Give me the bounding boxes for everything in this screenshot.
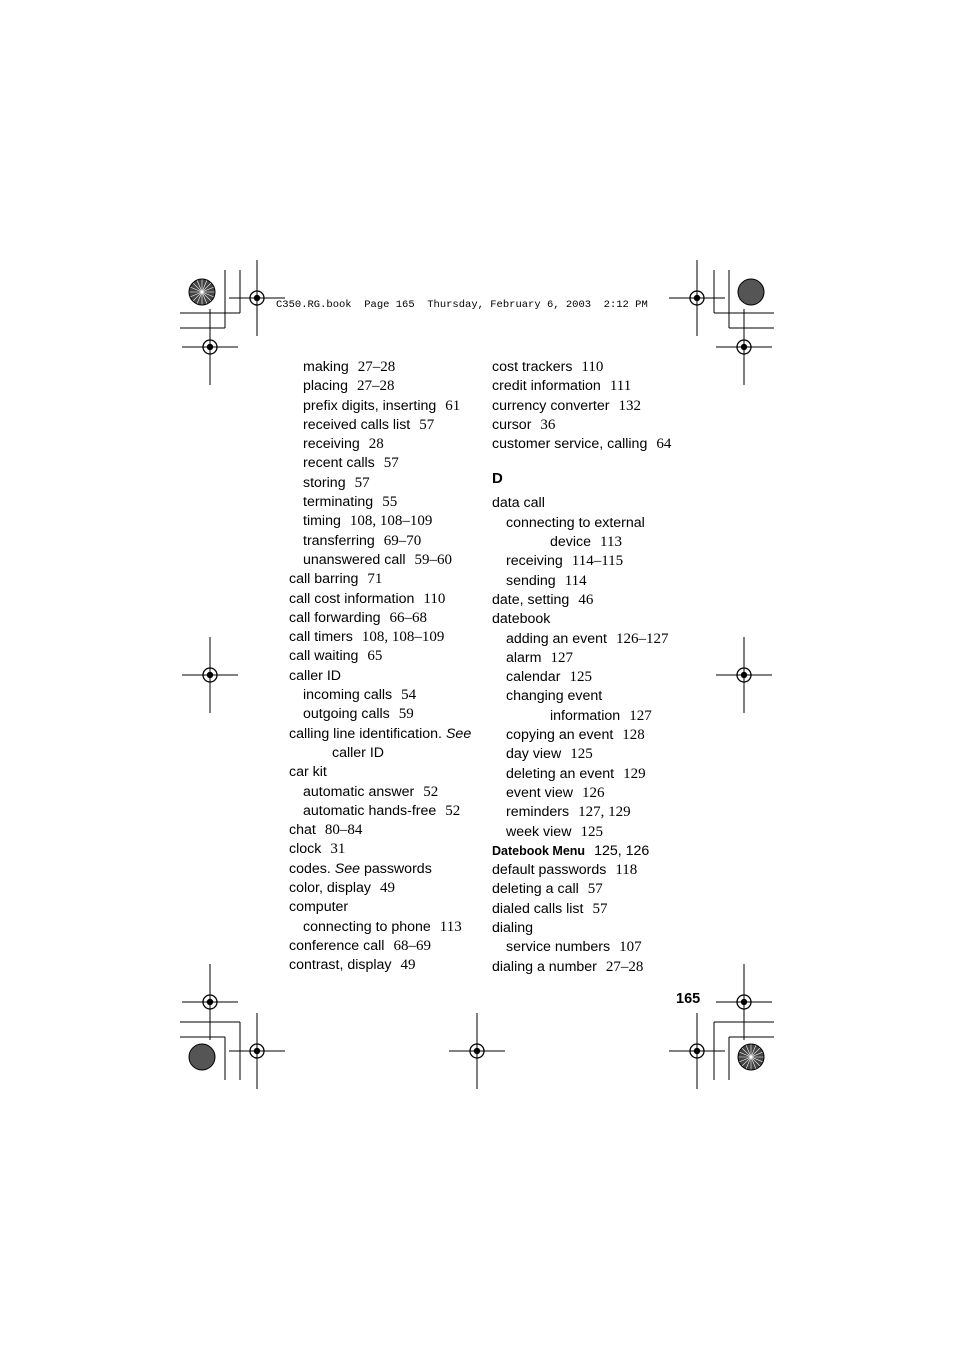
index-entry [289, 551, 479, 570]
page-reference: 125, 126 [594, 842, 650, 859]
index-entry [492, 668, 692, 687]
index-entry [289, 667, 479, 686]
index-term: week view [506, 823, 572, 840]
page-reference: 65 [367, 648, 383, 665]
index-entry [289, 493, 479, 512]
page-reference: 110 [423, 590, 446, 607]
index-term: deleting a call [492, 881, 579, 898]
index-entry [289, 570, 479, 589]
index-entry [492, 919, 692, 938]
index-term: event view [506, 784, 574, 801]
page-reference: 126 [582, 784, 605, 801]
index-term: credit information [492, 378, 601, 395]
index-entry [492, 397, 692, 416]
index-term: customer service, calling [492, 436, 648, 453]
index-letter-heading: D [492, 470, 503, 488]
index-term: Datebook Menu [492, 843, 586, 858]
page-reference: 125 [569, 669, 592, 686]
index-entry [289, 512, 479, 531]
index-term: clock [289, 841, 322, 858]
index-term: datebook [492, 611, 551, 628]
index-entry [289, 879, 479, 898]
see-reference: See [445, 725, 472, 742]
index-entry [289, 802, 479, 821]
index-entry [492, 938, 692, 957]
page-reference: 114–115 [571, 553, 624, 570]
index-entry [492, 726, 692, 745]
index-term: dialing [492, 920, 534, 937]
page-reference: 113 [439, 918, 462, 935]
index-term: service numbers [506, 939, 611, 956]
index-term: received calls list [303, 416, 411, 433]
index-column-left [289, 358, 479, 976]
index-term: call forwarding [289, 609, 381, 626]
page-reference: 125 [580, 823, 603, 840]
index-entry [289, 725, 479, 744]
index-term: device [550, 534, 592, 551]
index-term: automatic answer [303, 783, 415, 800]
index-term: chat [289, 822, 316, 839]
page-reference: 114 [564, 572, 587, 589]
page-reference: 57 [587, 881, 603, 898]
index-term: alarm [506, 649, 542, 666]
index-entry [289, 454, 479, 473]
index-term: calling line identification. [289, 725, 443, 742]
index-term: dialed calls list [492, 900, 584, 917]
see-target: passwords [363, 860, 432, 877]
index-entry [492, 687, 692, 706]
index-entry [289, 937, 479, 956]
index-term: call barring [289, 571, 359, 588]
index-term: receiving [303, 436, 360, 453]
index-term: caller ID [332, 744, 385, 761]
page-reference: 31 [330, 841, 346, 858]
page-reference: 125 [570, 746, 593, 763]
index-term: date, setting [492, 591, 570, 608]
index-term: receiving [506, 553, 563, 570]
index-term: information [550, 707, 621, 724]
index-entry [492, 377, 692, 396]
index-entry [492, 358, 692, 377]
index-entry [289, 763, 479, 782]
index-term: connecting to external [506, 514, 645, 531]
page-reference: 127 [550, 649, 573, 666]
index-term: contrast, display [289, 957, 392, 974]
index-entry [289, 860, 479, 879]
index-entry [492, 784, 692, 803]
index-entry [289, 898, 479, 917]
index-term: currency converter [492, 397, 610, 414]
index-entry [289, 628, 479, 647]
index-entry [289, 532, 479, 551]
index-entry [289, 590, 479, 609]
page-reference: 57 [383, 455, 399, 472]
index-column-right [492, 358, 692, 977]
index-entry [289, 416, 479, 435]
index-entry [289, 918, 479, 937]
index-term: sending [506, 572, 556, 589]
page-reference: 59 [398, 706, 414, 723]
index-term: adding an event [506, 630, 607, 647]
page-reference: 52 [423, 783, 439, 800]
index-term: terminating [303, 494, 374, 511]
index-entry [492, 533, 692, 552]
index-entry [492, 494, 692, 513]
index-entry [289, 647, 479, 666]
index-term: placing [303, 378, 348, 395]
index-term: day view [506, 746, 562, 763]
page-reference: 126–127 [615, 630, 669, 647]
page-reference: 57 [419, 416, 435, 433]
index-entry [492, 552, 692, 571]
index-entry [289, 377, 479, 396]
index-entry [492, 803, 692, 822]
index-term: outgoing calls [303, 706, 390, 723]
page-reference: 61 [445, 397, 461, 414]
page-reference: 80–84 [324, 822, 363, 839]
index-term: cost trackers [492, 359, 573, 375]
see-reference: See [334, 860, 361, 877]
index-entry [289, 705, 479, 724]
index-entry [289, 956, 479, 975]
index-entry [289, 840, 479, 859]
index-term: call cost information [289, 590, 415, 607]
page-reference: 113 [600, 534, 622, 551]
index-entry [492, 610, 692, 629]
index-term: unanswered call [303, 551, 406, 568]
index-entry [492, 649, 692, 668]
index-entry [289, 821, 479, 840]
index-entry [492, 435, 692, 454]
page-reference: 127, 129 [578, 804, 631, 821]
page-number: 165 [676, 991, 701, 1007]
index-entry [492, 861, 692, 880]
page-reference: 118 [615, 862, 638, 879]
page-reference: 49 [380, 880, 396, 897]
index-term: data call [492, 495, 545, 512]
index-entry [289, 609, 479, 628]
index-term: connecting to phone [303, 918, 431, 935]
index-term: changing event [506, 688, 603, 705]
index-entry [492, 958, 692, 977]
index-term: making [303, 359, 349, 375]
page-reference: 27–28 [357, 359, 396, 375]
page-reference: 27–28 [605, 958, 644, 975]
page-reference: 52 [445, 802, 461, 819]
index-entry [492, 745, 692, 764]
page-reference: 66–68 [389, 609, 427, 626]
page-reference: 28 [368, 436, 384, 453]
index-entry [492, 765, 692, 784]
index-term: calendar [506, 669, 561, 686]
index-entry [492, 416, 692, 435]
index-term: storing [303, 474, 346, 491]
index-entry [289, 397, 479, 416]
index-entry [492, 823, 692, 842]
page-reference: 36 [540, 416, 556, 433]
print-header: C350.RG.book Page 165 Thursday, February 6, 2003 2:12 PM [276, 299, 648, 311]
index-term: computer [289, 899, 349, 916]
index-entry [289, 686, 479, 705]
page-reference: 107 [619, 939, 642, 956]
page-reference: 132 [618, 397, 641, 414]
page-reference: 110 [581, 359, 604, 375]
page-reference: 111 [609, 378, 632, 395]
index-term: conference call [289, 937, 385, 954]
page-reference: 57 [592, 900, 608, 917]
index-term: call waiting [289, 648, 359, 665]
page-reference: 59–60 [414, 551, 453, 568]
index-entry [492, 842, 692, 861]
page-reference: 71 [367, 571, 383, 588]
page-reference: 108, 108–109 [349, 513, 433, 530]
page-reference: 129 [623, 765, 646, 782]
index-entry [289, 783, 479, 802]
page-reference: 127 [629, 707, 652, 724]
index-entry [289, 744, 479, 763]
index-entry [492, 707, 692, 726]
index-term: incoming calls [303, 687, 393, 704]
index-term: car kit [289, 764, 327, 781]
index-term: cursor [492, 416, 532, 433]
index-term: reminders [506, 804, 570, 821]
index-entry [492, 900, 692, 919]
page-reference: 128 [622, 727, 645, 744]
page-reference: 69–70 [383, 532, 422, 549]
page-reference: 55 [382, 494, 398, 511]
index-entry [492, 572, 692, 591]
index-term: prefix digits, inserting [303, 397, 437, 414]
index-term: automatic hands-free [303, 802, 437, 819]
index-entry [492, 514, 692, 533]
index-entry [289, 435, 479, 454]
index-term: color, display [289, 880, 372, 897]
index-term: recent calls [303, 455, 375, 472]
index-term: codes. [289, 860, 331, 877]
index-term: caller ID [289, 667, 342, 684]
page-reference: 49 [400, 957, 416, 974]
index-entry [492, 630, 692, 649]
index-entry [289, 474, 479, 493]
index-term: call timers [289, 629, 353, 646]
page-reference: 57 [354, 474, 370, 491]
page-reference: 108, 108–109 [361, 629, 445, 646]
index-term: dialing a number [492, 958, 597, 975]
index-entry [492, 880, 692, 899]
index-term: transferring [303, 532, 375, 549]
page-reference: 68–69 [393, 937, 431, 954]
index-term: copying an event [506, 727, 614, 744]
page-reference: 46 [578, 591, 594, 608]
index-term: deleting an event [506, 765, 615, 782]
page-reference: 54 [401, 687, 417, 704]
index-entry [492, 591, 692, 610]
page-reference: 64 [656, 436, 672, 453]
index-term: default passwords [492, 862, 607, 879]
index-entry [289, 358, 479, 377]
index-term: timing [303, 513, 341, 530]
page-reference: 27–28 [356, 378, 395, 395]
